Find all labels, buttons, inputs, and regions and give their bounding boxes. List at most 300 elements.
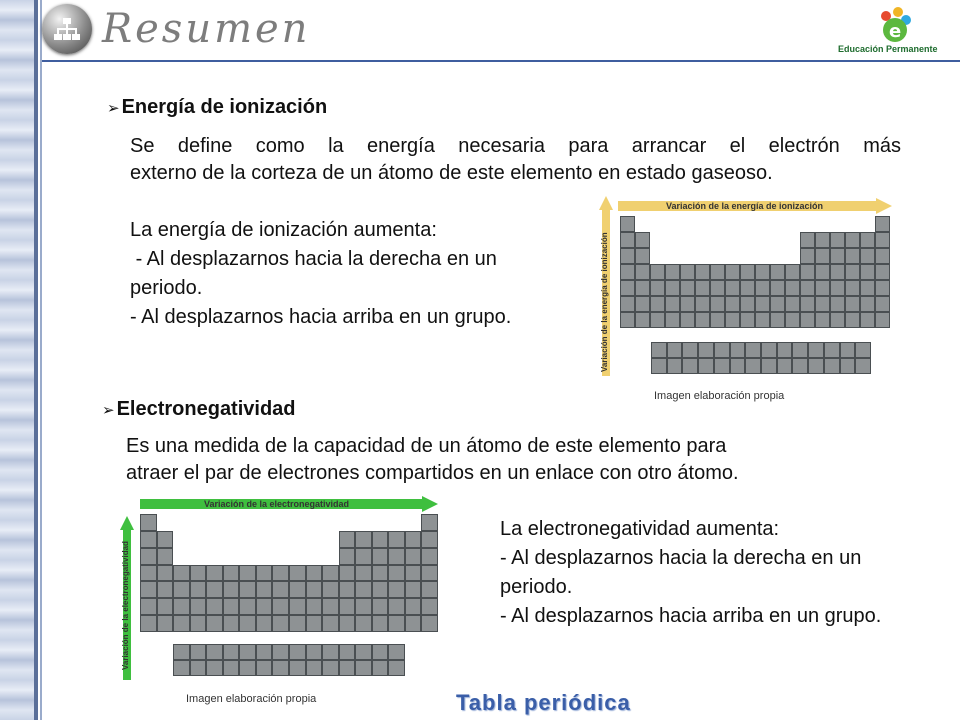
element-cell [173, 615, 190, 632]
element-cell [845, 280, 860, 296]
element-cell [665, 248, 680, 264]
element-cell [140, 598, 157, 615]
element-cell [620, 312, 635, 328]
element-cell [680, 312, 695, 328]
element-cell [695, 296, 710, 312]
element-cell [875, 216, 890, 232]
electronegativity-rule-intro: La electronegatividad aumenta: [500, 518, 780, 540]
element-cell [695, 280, 710, 296]
element-cell [770, 312, 785, 328]
element-cell [845, 232, 860, 248]
f-block-cell [808, 342, 824, 358]
element-cell [815, 232, 830, 248]
element-cell [421, 615, 438, 632]
element-cell [405, 548, 422, 565]
element-cell [140, 581, 157, 598]
element-cell [388, 615, 405, 632]
f-block-cell [855, 358, 871, 374]
ionization-periodic-table-figure [596, 196, 896, 380]
element-cell [206, 598, 223, 615]
element-cell [289, 615, 306, 632]
element-cell [875, 264, 890, 280]
element-cell [256, 548, 273, 565]
element-cell [785, 264, 800, 280]
element-cell [223, 581, 240, 598]
element-cell [289, 598, 306, 615]
ionization-rule-1: - Al desplazarnos hacia la derecha en un periodo. [130, 248, 503, 299]
element-cell [635, 264, 650, 280]
element-cell [223, 548, 240, 565]
ionization-main-table [620, 216, 890, 328]
f-block-cell [840, 342, 856, 358]
element-cell [635, 296, 650, 312]
page-title: Resumen [102, 6, 311, 52]
element-cell [620, 248, 635, 264]
element-cell [830, 296, 845, 312]
element-cell [223, 615, 240, 632]
element-cell [725, 312, 740, 328]
element-cell [157, 514, 174, 531]
element-cell [710, 296, 725, 312]
element-cell [388, 531, 405, 548]
element-cell [322, 615, 339, 632]
element-cell [725, 264, 740, 280]
electronegativity-title-text: Electronegatividad [116, 398, 296, 420]
f-block-cell [355, 644, 372, 660]
f-block-cell [190, 660, 207, 676]
element-cell [140, 565, 157, 582]
element-cell [830, 248, 845, 264]
element-cell [372, 598, 389, 615]
element-cell [845, 248, 860, 264]
element-cell [421, 531, 438, 548]
element-cell [785, 312, 800, 328]
electronegativity-definition-line-1: Es una medida de la capacidad de un átomo de este elemento para [126, 435, 727, 457]
element-cell [355, 531, 372, 548]
element-cell [206, 581, 223, 598]
ionization-horizontal-label: Variación de la energía de ionización [666, 201, 824, 211]
brand-logo-icon [872, 4, 918, 44]
element-cell [206, 514, 223, 531]
element-cell [860, 216, 875, 232]
element-cell [272, 548, 289, 565]
f-block-cell [855, 342, 871, 358]
left-border-strip [34, 0, 38, 720]
element-cell [322, 531, 339, 548]
element-cell [289, 565, 306, 582]
element-cell [355, 581, 372, 598]
element-cell [421, 514, 438, 531]
f-block-cell [289, 644, 306, 660]
element-cell [239, 548, 256, 565]
element-cell [206, 531, 223, 548]
element-cell [755, 312, 770, 328]
f-block-cell [714, 358, 730, 374]
element-cell [710, 248, 725, 264]
f-block-cell [824, 342, 840, 358]
element-cell [405, 615, 422, 632]
element-cell [770, 280, 785, 296]
element-cell [665, 232, 680, 248]
element-cell [272, 581, 289, 598]
element-cell [635, 232, 650, 248]
f-block-cell [372, 660, 389, 676]
electronegativity-f-block [173, 644, 405, 676]
element-cell [710, 232, 725, 248]
element-cell [755, 248, 770, 264]
f-block-cell [777, 358, 793, 374]
element-cell [800, 216, 815, 232]
arrow-bullet-icon: ➢ [102, 402, 115, 419]
element-cell [355, 548, 372, 565]
element-cell [140, 514, 157, 531]
element-cell [223, 531, 240, 548]
element-cell [339, 581, 356, 598]
element-cell [372, 581, 389, 598]
sitemap-icon [42, 4, 92, 54]
f-block-cell [206, 644, 223, 660]
section-title-electronegativity [102, 398, 296, 421]
element-cell [800, 280, 815, 296]
element-cell [740, 312, 755, 328]
element-cell [239, 514, 256, 531]
electronegativity-horizontal-label: Variación de la electronegatividad [204, 499, 350, 509]
f-block-cell [256, 644, 273, 660]
element-cell [650, 296, 665, 312]
element-cell [272, 514, 289, 531]
element-cell [830, 312, 845, 328]
f-block-cell [239, 660, 256, 676]
f-block-cell [667, 358, 683, 374]
element-cell [860, 296, 875, 312]
element-cell [755, 264, 770, 280]
f-block-cell [223, 660, 240, 676]
element-cell [830, 280, 845, 296]
element-cell [815, 296, 830, 312]
f-block-cell [173, 644, 190, 660]
element-cell [289, 514, 306, 531]
f-block-cell [667, 342, 683, 358]
element-cell [845, 312, 860, 328]
element-cell [339, 548, 356, 565]
element-cell [322, 581, 339, 598]
electronegativity-definition [126, 433, 876, 487]
element-cell [755, 296, 770, 312]
element-cell [680, 280, 695, 296]
element-cell [190, 531, 207, 548]
section-title-ionization [107, 96, 327, 119]
f-block-cell [306, 660, 323, 676]
element-cell [755, 280, 770, 296]
electronegativity-rule [500, 515, 890, 631]
f-block-cell [190, 644, 207, 660]
f-block-cell [206, 660, 223, 676]
f-block-cell [239, 644, 256, 660]
element-cell [140, 531, 157, 548]
element-cell [157, 548, 174, 565]
element-cell [190, 514, 207, 531]
element-cell [695, 312, 710, 328]
element-cell [860, 248, 875, 264]
element-cell [770, 248, 785, 264]
element-cell [650, 264, 665, 280]
element-cell [680, 216, 695, 232]
element-cell [157, 598, 174, 615]
element-cell [650, 248, 665, 264]
element-cell [289, 581, 306, 598]
ionization-definition [130, 133, 901, 187]
element-cell [830, 216, 845, 232]
element-cell [372, 565, 389, 582]
electronegativity-main-table [140, 514, 438, 632]
element-cell [239, 565, 256, 582]
element-cell [755, 232, 770, 248]
element-cell [388, 581, 405, 598]
f-block-cell [824, 358, 840, 374]
element-cell [190, 615, 207, 632]
element-cell [322, 598, 339, 615]
element-cell [272, 531, 289, 548]
element-cell [665, 216, 680, 232]
element-cell [860, 264, 875, 280]
element-cell [845, 296, 860, 312]
element-cell [223, 514, 240, 531]
element-cell [785, 232, 800, 248]
element-cell [875, 248, 890, 264]
element-cell [635, 280, 650, 296]
element-cell [405, 531, 422, 548]
element-cell [256, 615, 273, 632]
element-cell [306, 514, 323, 531]
element-cell [256, 531, 273, 548]
element-cell [860, 280, 875, 296]
f-block-cell [682, 358, 698, 374]
element-cell [256, 598, 273, 615]
element-cell [815, 216, 830, 232]
element-cell [830, 264, 845, 280]
element-cell [800, 232, 815, 248]
element-cell [695, 264, 710, 280]
element-cell [860, 312, 875, 328]
f-block-cell [372, 644, 389, 660]
element-cell [740, 264, 755, 280]
f-block-cell [792, 358, 808, 374]
element-cell [272, 598, 289, 615]
ionization-definition-line-2: externo de la corteza de un átomo de este elemento en estado gaseoso. [130, 162, 773, 184]
brand-name: Educación Permanente [838, 44, 938, 54]
element-cell [157, 581, 174, 598]
element-cell [620, 280, 635, 296]
element-cell [620, 232, 635, 248]
element-cell [770, 232, 785, 248]
element-cell [875, 296, 890, 312]
element-cell [306, 565, 323, 582]
element-cell [322, 514, 339, 531]
element-cell [710, 264, 725, 280]
element-cell [190, 548, 207, 565]
element-cell [339, 615, 356, 632]
element-cell [206, 615, 223, 632]
element-cell [695, 216, 710, 232]
element-cell [157, 531, 174, 548]
f-block-cell [306, 644, 323, 660]
element-cell [405, 581, 422, 598]
element-cell [306, 615, 323, 632]
element-cell [306, 581, 323, 598]
f-block-cell [745, 342, 761, 358]
element-cell [725, 296, 740, 312]
electronegativity-vertical-label: Variación de la electronegatividad [121, 541, 130, 670]
element-cell [173, 548, 190, 565]
electronegativity-rule-2: - Al desplazarnos hacia arriba en un grupo. [500, 605, 882, 627]
element-cell [355, 565, 372, 582]
element-cell [239, 615, 256, 632]
element-cell [190, 598, 207, 615]
element-cell [770, 296, 785, 312]
f-block-cell [651, 358, 667, 374]
element-cell [785, 216, 800, 232]
ionization-title-text: Energía de ionización [121, 96, 328, 118]
f-block-cell [761, 358, 777, 374]
element-cell [800, 264, 815, 280]
element-cell [405, 598, 422, 615]
element-cell [421, 565, 438, 582]
element-cell [710, 216, 725, 232]
element-cell [157, 565, 174, 582]
element-cell [355, 598, 372, 615]
element-cell [355, 615, 372, 632]
f-block-cell [322, 660, 339, 676]
left-decorative-border [0, 0, 36, 720]
element-cell [405, 514, 422, 531]
element-cell [322, 565, 339, 582]
header-divider [42, 60, 960, 62]
element-cell [875, 280, 890, 296]
element-cell [650, 312, 665, 328]
f-block-cell [223, 644, 240, 660]
f-block-cell [339, 660, 356, 676]
element-cell [223, 565, 240, 582]
element-cell [725, 232, 740, 248]
element-cell [388, 598, 405, 615]
f-block-cell [272, 660, 289, 676]
element-cell [785, 280, 800, 296]
element-cell [322, 548, 339, 565]
element-cell [620, 216, 635, 232]
element-cell [421, 581, 438, 598]
f-block-cell [730, 358, 746, 374]
element-cell [740, 216, 755, 232]
f-block-cell [322, 644, 339, 660]
element-cell [339, 514, 356, 531]
electronegativity-periodic-table-figure [118, 494, 448, 684]
element-cell [372, 531, 389, 548]
element-cell [740, 296, 755, 312]
f-block-cell [651, 342, 667, 358]
element-cell [635, 216, 650, 232]
footer-title: Tabla periódica [456, 690, 631, 715]
element-cell [421, 598, 438, 615]
element-cell [635, 312, 650, 328]
element-cell [388, 548, 405, 565]
element-cell [140, 615, 157, 632]
element-cell [173, 581, 190, 598]
element-cell [815, 248, 830, 264]
element-cell [173, 514, 190, 531]
element-cell [695, 248, 710, 264]
f-block-cell [682, 342, 698, 358]
element-cell [740, 248, 755, 264]
element-cell [405, 565, 422, 582]
element-cell [815, 312, 830, 328]
element-cell [239, 531, 256, 548]
element-cell [800, 296, 815, 312]
element-cell [190, 565, 207, 582]
element-cell [620, 296, 635, 312]
ionization-rule [130, 216, 520, 332]
element-cell [388, 514, 405, 531]
electronegativity-rule-1: - Al desplazarnos hacia la derecha en un periodo. [500, 547, 862, 598]
element-cell [157, 615, 174, 632]
element-cell [256, 581, 273, 598]
ionization-vertical-label: Variación de la energía de ionización [600, 232, 609, 372]
element-cell [680, 232, 695, 248]
element-cell [680, 264, 695, 280]
element-cell [372, 615, 389, 632]
element-cell [372, 548, 389, 565]
f-block-cell [808, 358, 824, 374]
arrow-bullet-icon: ➢ [107, 100, 120, 117]
f-block-cell [388, 644, 405, 660]
element-cell [223, 598, 240, 615]
element-cell [421, 548, 438, 565]
element-cell [770, 216, 785, 232]
element-cell [665, 280, 680, 296]
element-cell [339, 598, 356, 615]
element-cell [206, 565, 223, 582]
element-cell [289, 548, 306, 565]
element-cell [306, 531, 323, 548]
element-cell [785, 296, 800, 312]
element-cell [845, 264, 860, 280]
svg-text:e: e [889, 21, 902, 42]
element-cell [845, 216, 860, 232]
element-cell [650, 232, 665, 248]
element-cell [372, 514, 389, 531]
element-cell [388, 565, 405, 582]
electronegativity-definition-line-2: atraer el par de electrones compartidos en un enlace con otro átomo. [126, 462, 739, 484]
f-block-cell [792, 342, 808, 358]
element-cell [635, 248, 650, 264]
f-block-cell [698, 358, 714, 374]
left-border-strip-thin [40, 0, 42, 720]
element-cell [173, 565, 190, 582]
f-block-cell [761, 342, 777, 358]
element-cell [650, 216, 665, 232]
f-block-cell [256, 660, 273, 676]
element-cell [815, 280, 830, 296]
f-block-cell [339, 644, 356, 660]
element-cell [755, 216, 770, 232]
element-cell [239, 581, 256, 598]
element-cell [206, 548, 223, 565]
element-cell [190, 581, 207, 598]
element-cell [665, 264, 680, 280]
element-cell [272, 565, 289, 582]
element-cell [725, 216, 740, 232]
element-cell [239, 598, 256, 615]
element-cell [306, 548, 323, 565]
